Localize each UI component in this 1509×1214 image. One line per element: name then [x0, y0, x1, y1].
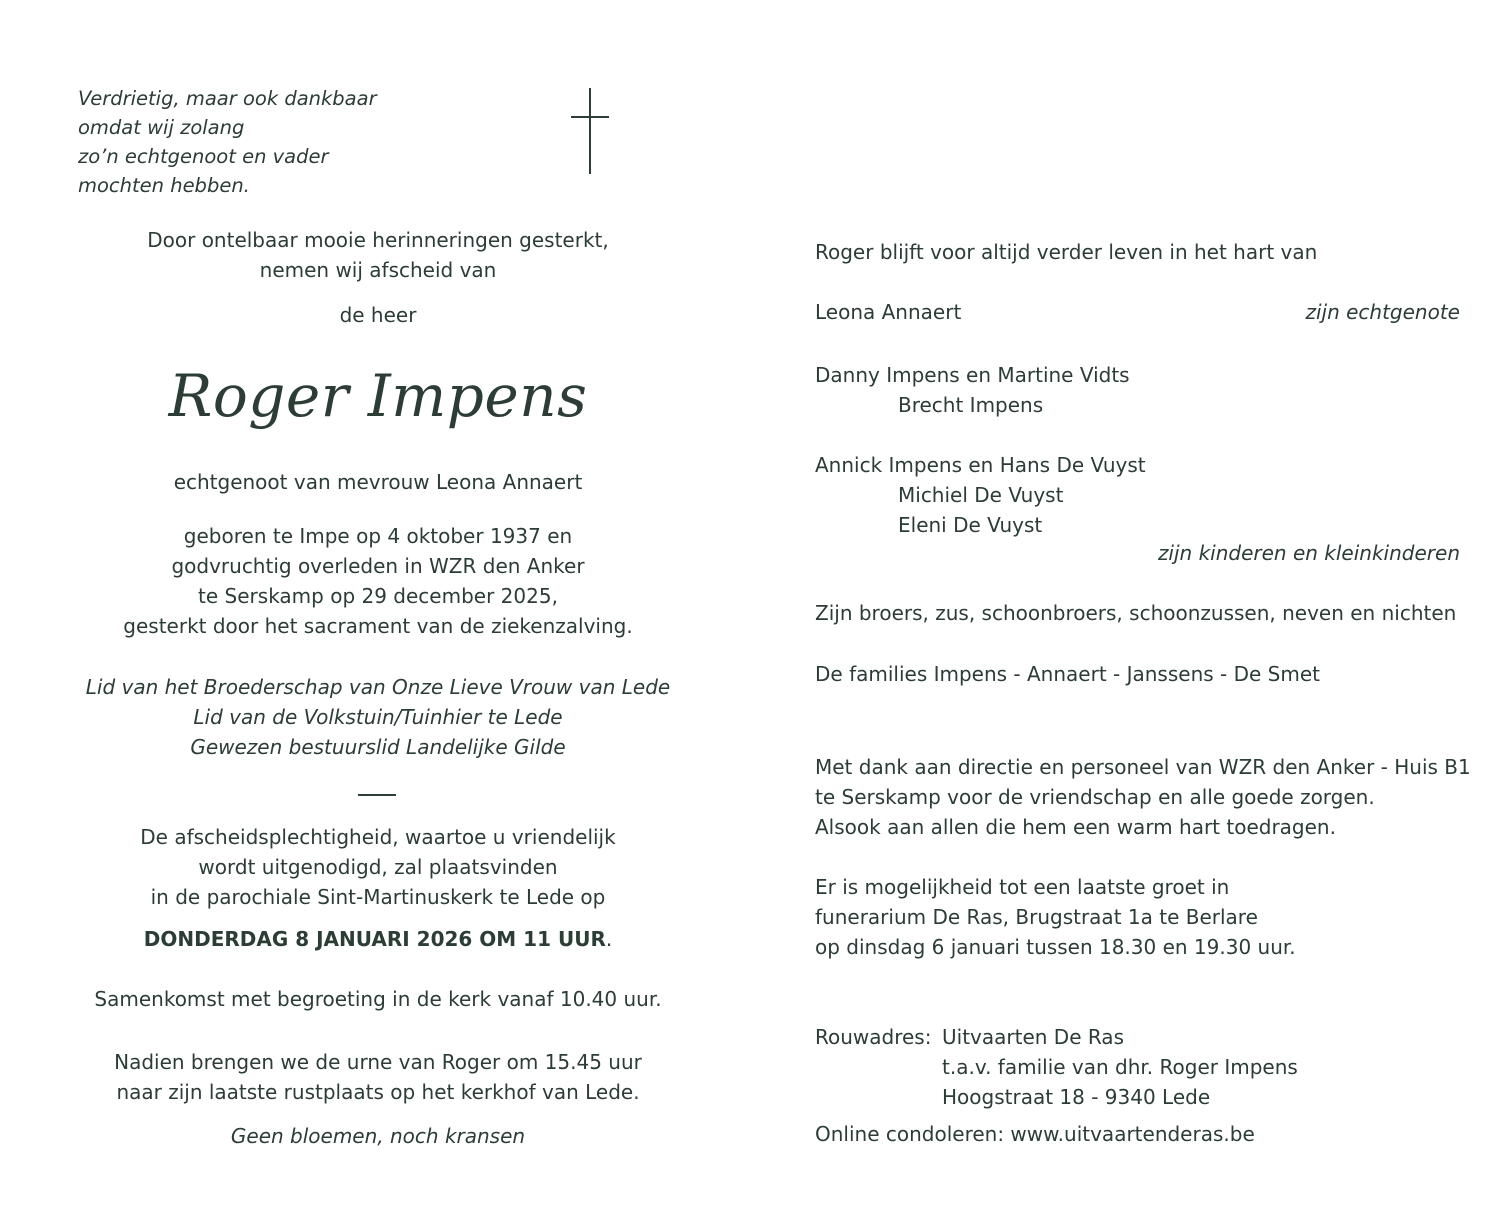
gathering-text: Samenkomst met begroeting in de kerk vanaf 10.40 uur.	[94, 987, 662, 1011]
children-role: zijn kinderen en kleinkinderen	[1157, 541, 1460, 565]
address-line: Hoogstraat 18 - 9340 Lede	[942, 1085, 1211, 1109]
memberships	[78, 672, 678, 762]
ceremony-line: in de parochiale Sint-Martinuskerk te Lede op	[150, 885, 606, 909]
membership-line: Lid van het Broederschap van Onze Lieve Vrouw van Lede	[85, 675, 671, 699]
biography	[78, 521, 678, 641]
cross-icon	[571, 88, 609, 174]
membership-line: Gewezen bestuurslid Landelijke Gilde	[190, 735, 566, 759]
divider	[358, 794, 396, 796]
poem-line: omdat wij zolang	[78, 116, 245, 139]
bio-line: geboren te Impe op 4 oktober 1937 en	[183, 524, 573, 548]
ceremony-date-suffix: .	[605, 927, 613, 951]
visit-line: funerarium De Ras, Brugstraat 1a te Berlare	[815, 905, 1258, 929]
spouse-name: Leona Annaert	[815, 300, 962, 324]
family-lead: Roger blijft voor altijd verder leven in het hart van	[815, 240, 1318, 264]
visit-line: op dinsdag 6 januari tussen 18.30 en 19.30 uur.	[815, 935, 1296, 959]
poem	[78, 84, 377, 200]
bio-line: te Serskamp op 29 december 2025,	[198, 584, 558, 608]
families-line: De families Impens - Annaert - Janssens - De Smet	[815, 662, 1320, 686]
urn-line: naar zijn laatste rustplaats op het kerkhof van Lede.	[116, 1080, 640, 1104]
poem-line: mochten hebben.	[78, 174, 250, 197]
bio-line: gesterkt door het sacrament van de ziekenzalving.	[123, 614, 633, 638]
family-parents: Annick Impens en Hans De Vuyst	[815, 453, 1146, 477]
ceremony-line: De afscheidsplechtigheid, waartoe u vriendelijk	[140, 825, 616, 849]
address-label: Rouwadres:	[815, 1025, 932, 1049]
ceremony-text	[78, 822, 678, 912]
bio-line: godvruchtig overleden in WZR den Anker	[171, 554, 585, 578]
family-parents: Danny Impens en Martine Vidts	[815, 363, 1130, 387]
thanks-line: te Serskamp voor de vriendschap en alle goede zorgen.	[815, 785, 1375, 809]
address-line: t.a.v. familie van dhr. Roger Impens	[942, 1055, 1298, 1079]
no-flowers-note: Geen bloemen, noch kransen	[230, 1124, 526, 1148]
family-child: Brecht Impens	[898, 393, 1044, 417]
urn-text	[78, 1047, 678, 1107]
deceased-name: Roger Impens	[168, 362, 588, 430]
thanks-line: Alsook aan allen die hem een warm hart toedragen.	[815, 815, 1336, 839]
intro-line: Door ontelbaar mooie herinneringen gesterkt,	[147, 228, 609, 252]
visitation-text	[815, 872, 1460, 962]
ceremony-line: wordt uitgenodigd, zal plaatsvinden	[198, 855, 558, 879]
thanks-text	[815, 752, 1471, 842]
title-prefix: de heer	[339, 303, 417, 327]
ceremony-date-text: DONDERDAG 8 JANUARI 2026 OM 11 UUR	[143, 927, 606, 951]
spouse-line: echtgenoot van mevrouw Leona Annaert	[173, 470, 583, 494]
family-child: Eleni De Vuyst	[898, 513, 1043, 537]
online-condolences: Online condoleren: www.uitvaartenderas.be	[815, 1122, 1255, 1146]
intro-text	[78, 225, 678, 285]
visit-line: Er is mogelijkheid tot een laatste groet in	[815, 875, 1230, 899]
thanks-line: Met dank aan directie en personeel van WZR den Anker - Huis B1	[815, 755, 1471, 779]
poem-line: zo’n echtgenoot en vader	[78, 145, 329, 168]
spouse-role: zijn echtgenote	[1305, 300, 1460, 324]
poem-line: Verdrietig, maar ook dankbaar	[78, 87, 377, 110]
ceremony-date	[78, 927, 678, 951]
spouse-entry	[815, 300, 1460, 324]
children-list	[815, 360, 1460, 540]
family-child: Michiel De Vuyst	[898, 483, 1064, 507]
mourning-address	[815, 1022, 1460, 1112]
siblings-line: Zijn broers, zus, schoonbroers, schoonzussen, neven en nichten	[815, 601, 1457, 625]
urn-line: Nadien brengen we de urne van Roger om 15.45 uur	[114, 1050, 642, 1074]
membership-line: Lid van de Volkstuin/Tuinhier te Lede	[193, 705, 563, 729]
address-line: Uitvaarten De Ras	[942, 1025, 1124, 1049]
intro-line: nemen wij afscheid van	[259, 258, 497, 282]
